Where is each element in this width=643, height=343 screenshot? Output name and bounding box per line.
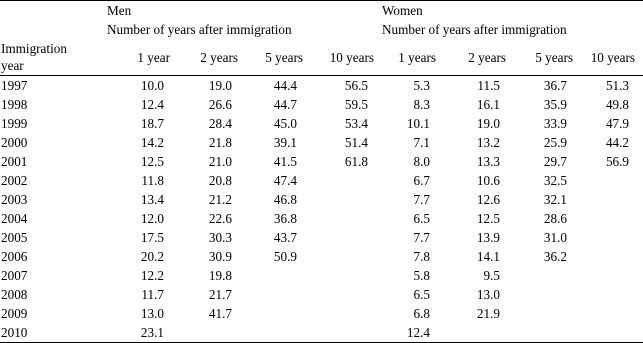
col-header-women-5: 5 years	[514, 39, 581, 76]
cell-men-2y: 30.3	[208, 230, 232, 245]
cell-women-2y: 21.9	[476, 306, 500, 321]
cell-women-1y: 7.1	[413, 135, 430, 150]
row-year: 1997	[1, 78, 28, 93]
cell-women-1y: 6.8	[413, 306, 430, 321]
cell-men-5y	[246, 304, 311, 323]
cell-men-10y	[311, 209, 382, 228]
cell-men-5y	[246, 323, 311, 343]
col-header-women-10: 10 years	[581, 39, 643, 76]
table-row	[0, 76, 643, 96]
row-year: 2005	[1, 230, 28, 245]
stub-header-line1: Immigration	[1, 41, 67, 56]
cell-women-2y: 11.5	[477, 78, 500, 93]
cell-men-5y: 44.7	[273, 97, 297, 112]
table-row	[0, 95, 643, 114]
cell-women-10y	[581, 190, 643, 209]
cell-women-5y	[514, 285, 581, 304]
row-year: 2001	[1, 154, 28, 169]
cell-women-5y: 25.9	[543, 135, 567, 150]
cell-women-2y: 9.5	[483, 268, 500, 283]
cell-men-2y: 22.6	[208, 211, 232, 226]
table-row	[0, 114, 643, 133]
cell-women-2y	[444, 323, 514, 343]
cell-men-10y	[311, 323, 382, 343]
cell-men-2y: 26.6	[208, 97, 232, 112]
cell-women-2y: 19.0	[476, 116, 500, 131]
cell-men-5y: 50.9	[273, 249, 297, 264]
cell-men-2y: 19.8	[208, 268, 232, 283]
table-row	[0, 285, 643, 304]
stub-header-line2: year	[1, 58, 24, 73]
cell-women-1y: 5.3	[413, 78, 430, 93]
cell-women-2y: 10.6	[476, 173, 500, 188]
cell-women-5y: 33.9	[543, 116, 567, 131]
cell-men-5y	[246, 266, 311, 285]
cell-women-10y	[581, 285, 643, 304]
cell-women-2y: 13.2	[476, 135, 500, 150]
cell-women-1y: 6.5	[413, 211, 430, 226]
stub-header	[0, 39, 107, 76]
cell-men-1y: 11.7	[141, 287, 164, 302]
cell-women-10y: 51.3	[605, 78, 630, 93]
cell-men-1y: 18.7	[140, 116, 164, 131]
cell-women-1y: 7.7	[413, 230, 430, 245]
row-year: 2008	[1, 287, 28, 302]
row-year: 2009	[1, 306, 28, 321]
row-year: 1999	[1, 116, 28, 131]
cell-men-5y: 43.7	[273, 230, 297, 245]
cell-men-5y: 46.8	[273, 192, 297, 207]
row-year: 2003	[1, 192, 28, 207]
col-header-men-2: 2 years	[178, 39, 246, 76]
cell-women-5y: 29.7	[543, 154, 567, 169]
cell-women-5y	[514, 304, 581, 323]
column-header-row	[0, 39, 643, 76]
row-year: 2000	[1, 135, 28, 150]
cell-men-10y: 59.5	[344, 97, 368, 112]
cell-women-10y	[581, 323, 643, 343]
row-year: 2010	[0, 323, 107, 343]
row-year: 2007	[1, 268, 28, 283]
cell-men-5y: 45.0	[273, 116, 297, 131]
cell-women-5y	[514, 266, 581, 285]
cell-women-5y: 31.0	[543, 230, 567, 245]
cell-women-2y: 12.6	[476, 192, 500, 207]
cell-men-5y: 39.1	[273, 135, 297, 150]
col-header-men-10: 10 years	[311, 39, 382, 76]
cell-women-5y: 28.6	[543, 211, 567, 226]
cell-men-2y: 41.7	[208, 306, 232, 321]
cell-men-5y	[246, 285, 311, 304]
cell-men-1y: 12.5	[140, 154, 164, 169]
cell-women-5y: 32.1	[543, 192, 567, 207]
cell-women-2y: 13.3	[476, 154, 500, 169]
cell-women-5y: 35.9	[543, 97, 567, 112]
cell-women-1y: 7.7	[413, 192, 430, 207]
cell-women-10y: 56.9	[605, 154, 630, 169]
cell-men-10y: 51.4	[344, 135, 368, 150]
subheader-women: Number of years after immigration	[382, 22, 567, 37]
cell-women-1y: 10.1	[406, 116, 430, 131]
cell-men-1y: 12.4	[140, 97, 164, 112]
cell-women-1y: 6.7	[413, 173, 430, 188]
table-row	[0, 152, 643, 171]
col-header-women-1: 1 years	[382, 39, 444, 76]
table-row	[0, 304, 643, 323]
cell-men-10y: 56.5	[344, 78, 368, 93]
col-header-men-5: 5 years	[246, 39, 311, 76]
cell-women-10y	[581, 209, 643, 228]
subheader-men: Number of years after immigration	[107, 22, 292, 37]
row-year: 2002	[1, 173, 28, 188]
cell-women-10y	[581, 304, 643, 323]
col-header-women-2: 2 years	[444, 39, 514, 76]
cell-men-5y: 36.8	[273, 211, 297, 226]
cell-men-2y	[178, 323, 246, 343]
cell-men-1y: 13.4	[140, 192, 164, 207]
cell-women-2y: 16.1	[476, 97, 500, 112]
cell-women-10y	[581, 266, 643, 285]
cell-men-1y: 10.0	[140, 78, 164, 93]
table-row	[0, 209, 643, 228]
cell-women-1y: 6.5	[413, 287, 430, 302]
cell-men-10y	[311, 266, 382, 285]
cell-men-2y: 19.0	[208, 78, 232, 93]
cell-women-1y: 8.3	[413, 97, 430, 112]
table-row	[0, 190, 643, 209]
cell-men-2y: 21.0	[208, 154, 232, 169]
row-year: 2004	[1, 211, 28, 226]
group-header-row	[0, 1, 643, 21]
cell-women-2y: 13.9	[476, 230, 500, 245]
group-men: Men	[107, 1, 382, 21]
cell-women-5y: 32.5	[543, 173, 567, 188]
cell-men-10y	[311, 247, 382, 266]
cell-women-1y: 8.0	[413, 154, 430, 169]
cell-women-10y	[581, 247, 643, 266]
cell-women-1y: 5.8	[413, 268, 430, 283]
subheader-row	[0, 20, 643, 39]
cell-women-5y: 36.2	[543, 249, 567, 264]
cell-men-1y: 13.0	[140, 306, 164, 321]
table-row	[0, 323, 643, 343]
cell-women-10y: 47.9	[605, 116, 630, 131]
cell-women-10y	[581, 228, 643, 247]
cell-women-10y	[581, 171, 643, 190]
cell-men-10y: 53.4	[344, 116, 368, 131]
col-header-men-1: 1 year	[107, 39, 178, 76]
cell-men-1y: 14.2	[140, 135, 164, 150]
cell-men-1y: 17.5	[140, 230, 164, 245]
cell-men-1y: 23.1	[107, 323, 178, 343]
group-women: Women	[382, 1, 643, 21]
cell-men-5y: 44.4	[273, 78, 297, 93]
cell-women-1y: 7.8	[413, 249, 430, 264]
table-body	[0, 76, 643, 343]
cell-men-1y: 11.8	[141, 173, 164, 188]
cell-men-10y	[311, 171, 382, 190]
cell-men-2y: 21.2	[208, 192, 232, 207]
cell-women-2y: 12.5	[476, 211, 500, 226]
cell-men-10y	[311, 190, 382, 209]
cell-men-1y: 12.0	[140, 211, 164, 226]
cell-men-5y: 41.5	[273, 154, 297, 169]
row-year: 1998	[1, 97, 28, 112]
cell-men-10y	[311, 228, 382, 247]
cell-women-5y: 36.7	[543, 78, 567, 93]
cell-men-1y: 20.2	[140, 249, 164, 264]
cell-men-5y: 47.4	[273, 173, 297, 188]
cell-women-10y: 49.8	[605, 97, 630, 112]
cell-men-2y: 21.8	[208, 135, 232, 150]
cell-men-2y: 20.8	[208, 173, 232, 188]
cell-men-2y: 28.4	[208, 116, 232, 131]
cell-men-10y: 61.8	[344, 154, 368, 169]
table-row	[0, 228, 643, 247]
cell-men-10y	[311, 304, 382, 323]
table-row	[0, 133, 643, 152]
row-year: 2006	[1, 249, 28, 264]
cell-women-1y: 12.4	[382, 323, 444, 343]
cell-women-10y: 44.2	[605, 135, 630, 150]
cell-men-10y	[311, 285, 382, 304]
cell-women-2y: 13.0	[476, 287, 500, 302]
cell-women-2y: 14.1	[476, 249, 500, 264]
cell-men-2y: 30.9	[208, 249, 232, 264]
cell-women-5y	[514, 323, 581, 343]
table-row	[0, 171, 643, 190]
table-row	[0, 266, 643, 285]
cell-men-2y: 21.7	[208, 287, 232, 302]
cell-men-1y: 12.2	[140, 268, 164, 283]
table-row	[0, 247, 643, 266]
